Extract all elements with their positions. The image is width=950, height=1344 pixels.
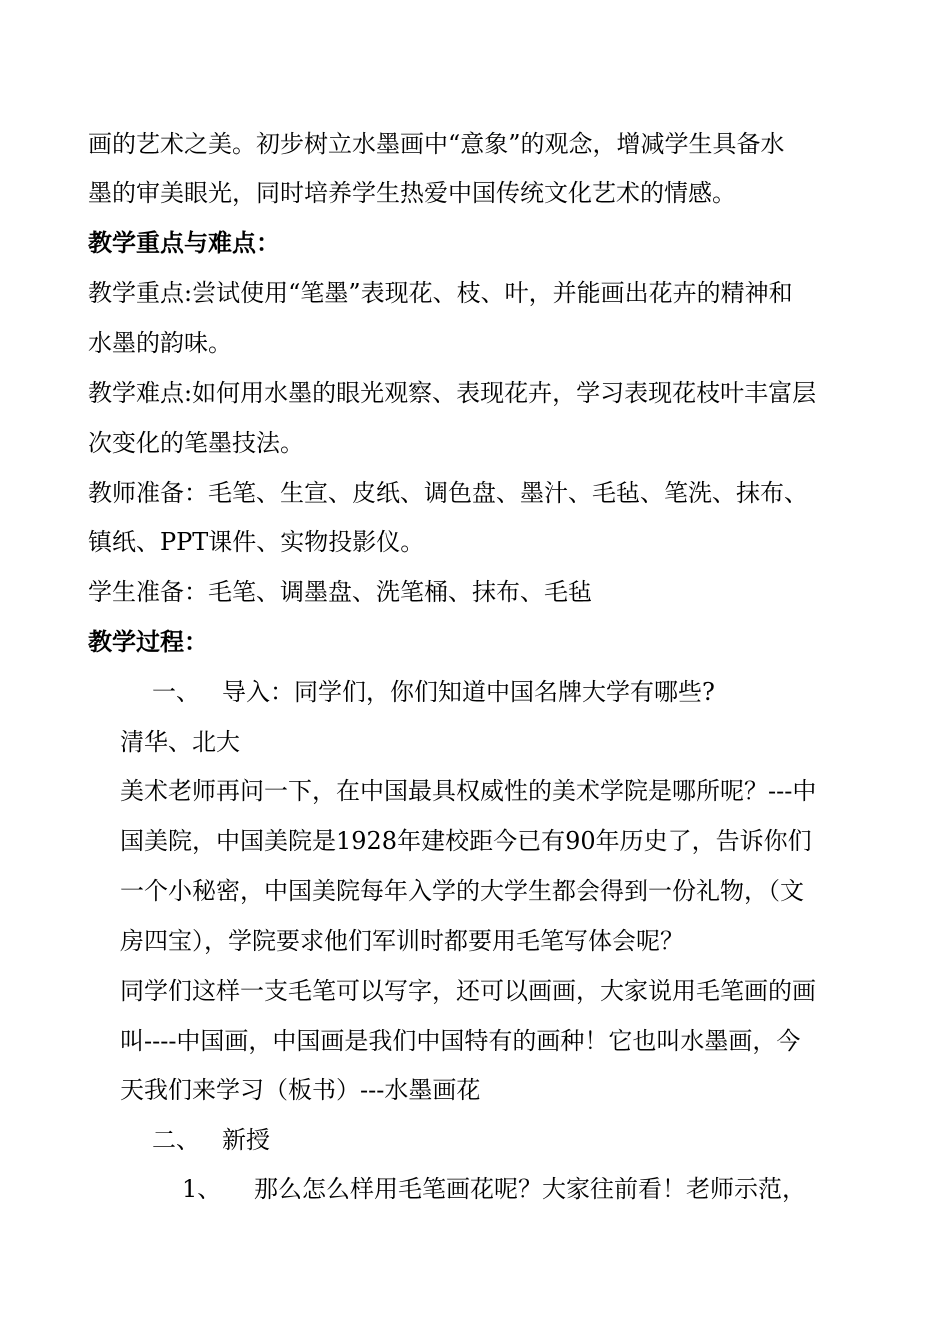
section-heading: 教学过程： — [88, 627, 208, 656]
paragraph-line: 一个小秘密，中国美院每年入学的大学生都会得到一份礼物，（文 — [120, 877, 804, 905]
paragraph-line: 天我们来学习（板书）---水墨画花 — [120, 1076, 481, 1104]
paragraph-line: 学生准备：毛笔、调墨盘、洗笔桶、抹布、毛毡 — [88, 578, 592, 606]
paragraph-line: 教学重点:尝试使用“笔墨”表现花、枝、叶，并能画出花卉的精神和 — [88, 279, 793, 307]
list-item — [182, 1173, 806, 1205]
list-number: 二、 — [152, 1126, 200, 1154]
paragraph-line: 国美院，中国美院是1928年建校距今已有90年历史了，告诉你们 — [120, 827, 812, 855]
list-text: 导入：同学们，你们知道中国名牌大学有哪些? — [222, 678, 715, 706]
paragraph-line: 教师准备：毛笔、生宣、皮纸、调色盘、墨汁、毛毡、笔洗、抹布、 — [88, 479, 808, 507]
section-heading: 教学重点与难点： — [88, 228, 280, 257]
paragraph-line: 水墨的韵味。 — [88, 329, 232, 357]
paragraph-line: 美术老师再问一下，在中国最具权威性的美术学院是哪所呢？---中 — [120, 777, 817, 805]
paragraph-line: 叫----中国画，中国画是我们中国特有的画种！它也叫水墨画，今 — [120, 1027, 801, 1055]
paragraph-line: 次变化的笔墨技法。 — [88, 429, 304, 457]
list-number: 1、 — [182, 1175, 222, 1203]
list-item — [152, 1124, 270, 1156]
list-text: 那么怎么样用毛笔画花呢？大家往前看！老师示范， — [254, 1175, 806, 1203]
paragraph-line: 教学难点:如何用水墨的眼光观察、表现花卉，学习表现花枝叶丰富层 — [88, 379, 817, 407]
paragraph-line: 墨的审美眼光，同时培养学生热爱中国传统文化艺术的情感。 — [88, 179, 736, 207]
list-text: 新授 — [222, 1126, 270, 1154]
list-number: 一、 — [152, 678, 200, 706]
list-item — [152, 676, 715, 708]
paragraph-line: 清华、北大 — [120, 728, 240, 756]
paragraph-line: 房四宝），学院要求他们军训时都要用毛笔写体会呢？ — [120, 927, 684, 955]
paragraph-line: 画的艺术之美。初步树立水墨画中“意象”的观念，增减学生具备水 — [88, 130, 785, 158]
paragraph-line: 镇纸、PPT课件、实物投影仪。 — [88, 528, 425, 556]
paragraph-line: 同学们这样一支毛笔可以写字，还可以画画，大家说用毛笔画的画 — [120, 977, 816, 1005]
